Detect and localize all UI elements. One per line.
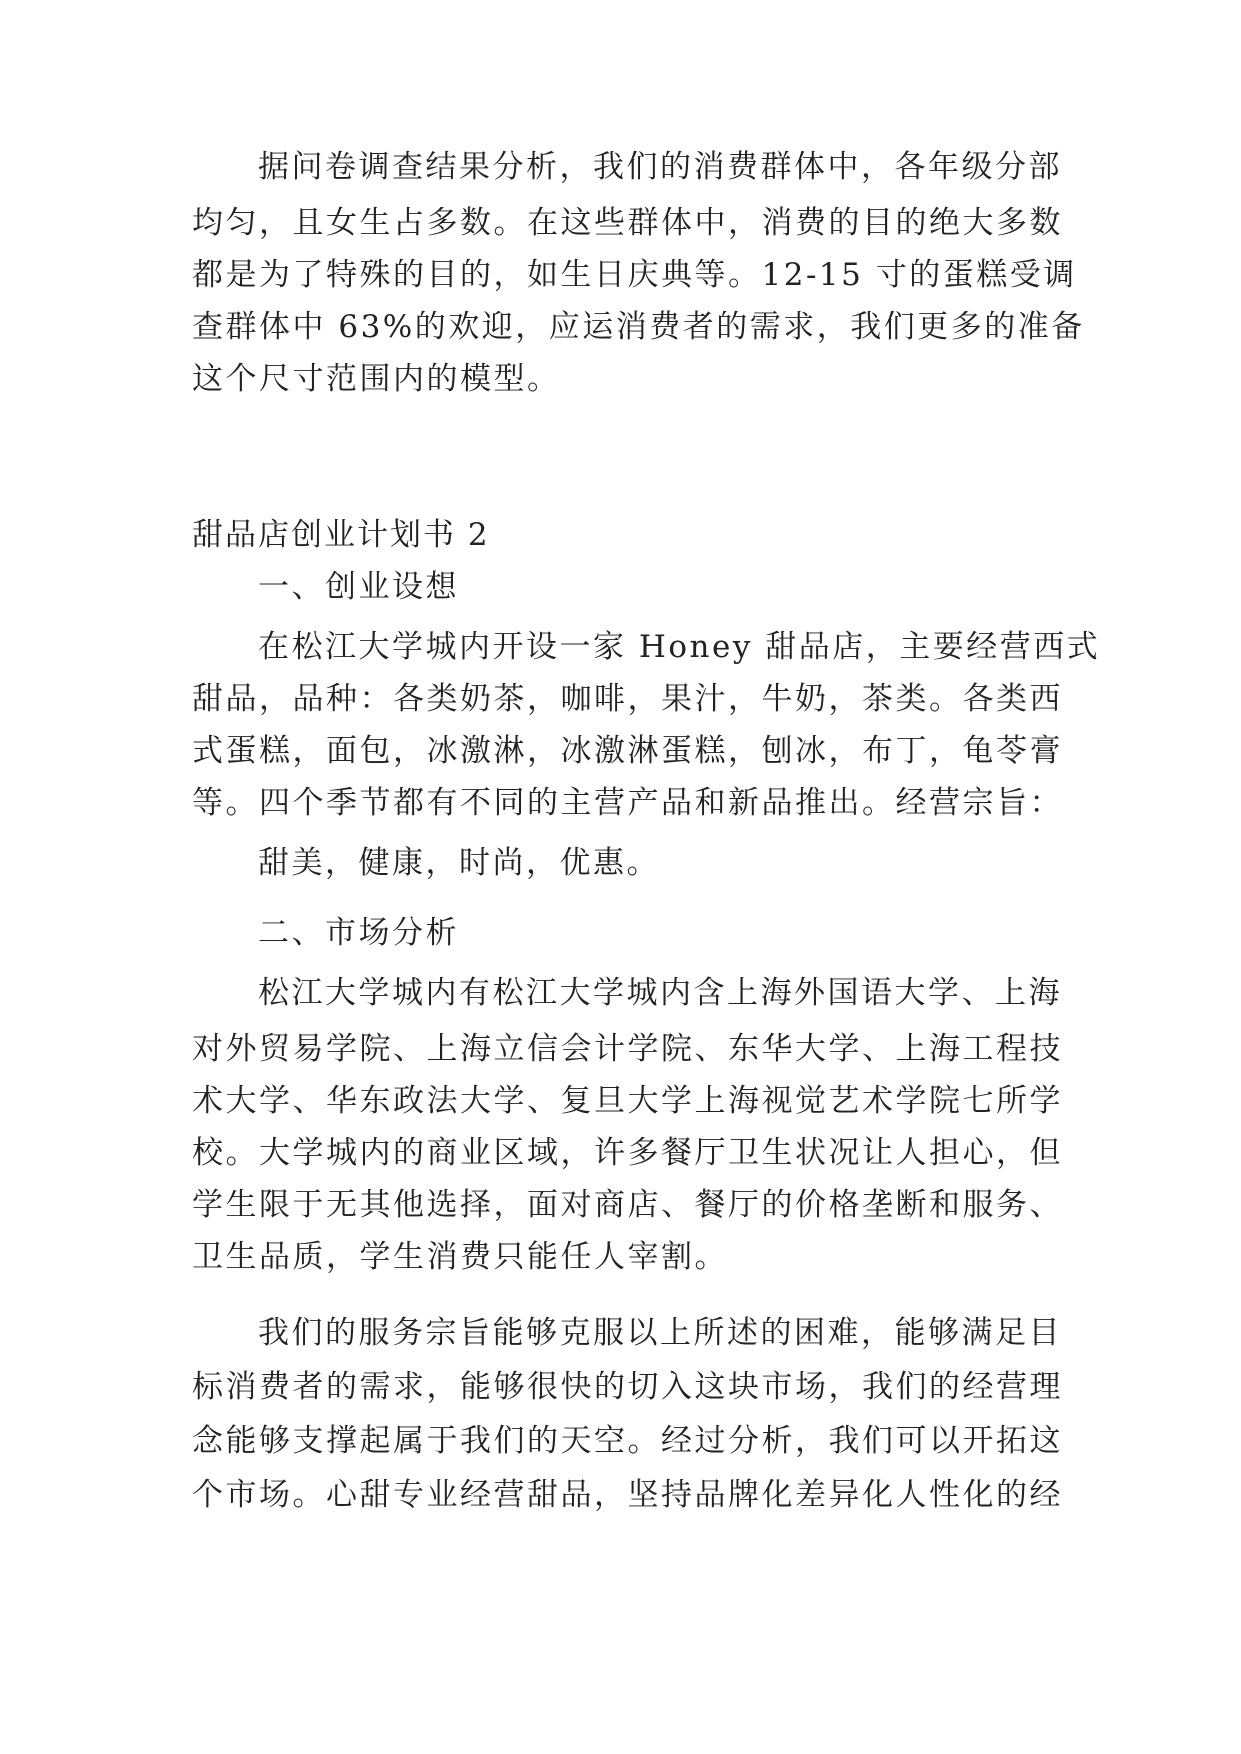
section-heading: 一、创业设想 bbox=[258, 569, 459, 605]
paragraph-line: 查群体中 63%的欢迎，应运消费者的需求，我们更多的准备 bbox=[192, 309, 1085, 345]
paragraph-line: 都是为了特殊的目的，如生日庆典等。12-15 寸的蛋糕受调 bbox=[192, 257, 1077, 293]
paragraph-line: 据问卷调查结果分析，我们的消费群体中，各年级分部 bbox=[258, 149, 1062, 185]
paragraph-line: 式蛋糕，面包，冰激淋，冰激淋蛋糕，刨冰，布丁，龟苓膏 bbox=[192, 733, 1063, 769]
paragraph-line: 学生限于无其他选择，面对商店、餐厅的价格垄断和服务、 bbox=[192, 1187, 1063, 1223]
section-heading: 二、市场分析 bbox=[258, 915, 459, 951]
paragraph-line: 校。大学城内的商业区域，许多餐厅卫生状况让人担心，但 bbox=[192, 1135, 1063, 1171]
paragraph-line: 我们的服务宗旨能够克服以上所述的困难，能够满足目 bbox=[258, 1315, 1062, 1351]
paragraph-line: 甜美，健康，时尚，优惠。 bbox=[258, 845, 660, 881]
paragraph-line: 松江大学城内有松江大学城内含上海外国语大学、上海 bbox=[258, 975, 1062, 1011]
document-title: 甜品店创业计划书 2 bbox=[192, 517, 490, 553]
paragraph-line: 标消费者的需求，能够很快的切入这块市场，我们的经营理 bbox=[192, 1369, 1063, 1405]
paragraph-line: 个市场。心甜专业经营甜品，坚持品牌化差异化人性化的经 bbox=[192, 1477, 1063, 1513]
paragraph-line: 这个尺寸范围内的模型。 bbox=[192, 361, 561, 397]
paragraph-line: 术大学、华东政法大学、复旦大学上海视觉艺术学院七所学 bbox=[192, 1083, 1063, 1119]
paragraph-line: 等。四个季节都有不同的主营产品和新品推出。经营宗旨： bbox=[192, 785, 1063, 821]
paragraph-line: 甜品，品种：各类奶茶，咖啡，果汁，牛奶，茶类。各类西 bbox=[192, 681, 1063, 717]
paragraph-line: 在松江大学城内开设一家 Honey 甜品店，主要经营西式 bbox=[258, 629, 1101, 665]
paragraph-line: 念能够支撑起属于我们的天空。经过分析，我们可以开拓这 bbox=[192, 1423, 1063, 1459]
paragraph-line: 对外贸易学院、上海立信会计学院、东华大学、上海工程技 bbox=[192, 1031, 1063, 1067]
paragraph-line: 均匀，且女生占多数。在这些群体中，消费的目的绝大多数 bbox=[192, 205, 1063, 241]
paragraph-line: 卫生品质，学生消费只能任人宰割。 bbox=[192, 1239, 728, 1275]
